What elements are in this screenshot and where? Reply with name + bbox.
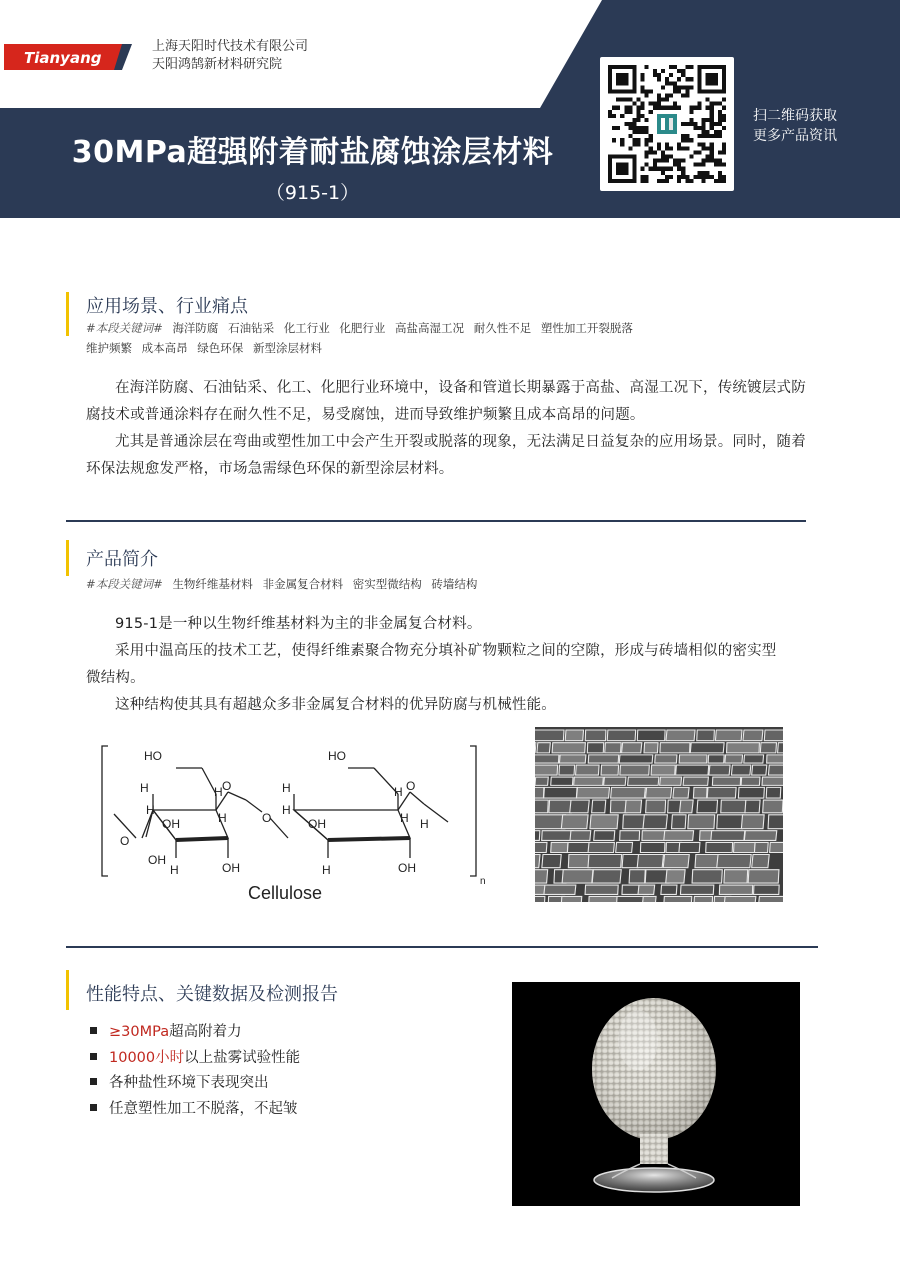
- svg-text:O: O: [406, 779, 416, 793]
- svg-text:H: H: [420, 817, 429, 831]
- feature-text: 各种盐性环境下表现突出: [109, 1075, 269, 1091]
- svg-text:O: O: [262, 811, 272, 825]
- qr-caption-line1: 扫二维码获取: [753, 108, 837, 124]
- bullet-icon: [90, 1053, 97, 1060]
- feature-text: 超高附着力: [169, 1024, 242, 1040]
- qr-code-icon: [608, 65, 726, 183]
- keywords-line1: 生物纤维基材料 非金属复合材料 密实型微结构 砖墙结构: [172, 577, 478, 591]
- bullet-icon: [90, 1104, 97, 1111]
- svg-text:OH: OH: [308, 817, 326, 831]
- company-name-line1: 上海天阳时代技术有限公司: [152, 39, 309, 54]
- keywords-line2: 维护频繁 成本高昂 绿色环保 新型涂层材料: [86, 341, 322, 355]
- application-paragraph-1: 在海洋防腐、石油钻采、化工、化肥行业环境中，设备和管道长期暴露于高盐、高湿工况下，传统镀层式防腐技术或普通涂料存在耐久性不足，易受腐蚀，进而导致维护频繁且成本高昂的问题。: [86, 380, 806, 423]
- keywords-line1: 海洋防腐 石油钻采 化工行业 化肥行业 高盐高湿工况 耐久性不足 塑性加工开裂脱落: [172, 321, 633, 335]
- feature-item: [90, 1020, 300, 1046]
- product-intro-text: [86, 611, 786, 719]
- svg-text:H: H: [394, 785, 403, 799]
- feature-item: [90, 1046, 300, 1072]
- intro-paragraph-2: 采用中温高压的技术工艺，使得纤维素聚合物充分填补矿物颗粒之间的空隙，形成与砖墙相似的密实型微结构。: [86, 643, 777, 686]
- keywords-application: [86, 318, 633, 358]
- section-title-performance: 性能特点、关键数据及检测报告: [86, 984, 338, 1005]
- cellulose-label: Cellulose: [248, 883, 323, 903]
- svg-text:O: O: [120, 834, 130, 848]
- keyword-tag: #本段关键词#: [86, 577, 163, 591]
- svg-text:H: H: [218, 811, 227, 825]
- application-text: [86, 375, 818, 483]
- svg-text:OH: OH: [222, 861, 240, 875]
- product-photo: [512, 982, 800, 1206]
- svg-text:H: H: [282, 781, 291, 795]
- section-divider: [66, 946, 818, 948]
- svg-text:OH: OH: [162, 817, 180, 831]
- qr-caption-line2: 更多产品资讯: [753, 128, 837, 144]
- svg-text:OH: OH: [398, 861, 416, 875]
- qr-code[interactable]: [600, 57, 734, 191]
- logo-text: Tianyang: [24, 49, 102, 67]
- page-title: 30MPa超强附着耐盐腐蚀涂层材料: [71, 135, 554, 170]
- qr-caption: [753, 106, 837, 146]
- svg-text:H: H: [400, 811, 409, 825]
- microstructure-image: [535, 727, 783, 902]
- feature-item: [90, 1071, 300, 1097]
- feature-highlight: ≥30MPa: [109, 1024, 170, 1040]
- svg-text:O: O: [222, 779, 232, 793]
- svg-text:H: H: [322, 863, 331, 877]
- svg-text:OH: OH: [148, 853, 166, 867]
- company-names: [152, 38, 308, 74]
- feature-text: 以上盐雾试验性能: [184, 1049, 301, 1066]
- section-title-product-intro: 产品简介: [86, 549, 158, 570]
- section-accent-bar: [66, 970, 69, 1010]
- product-code: （915-1）: [265, 182, 360, 204]
- svg-text:H: H: [214, 785, 223, 799]
- svg-text:H: H: [282, 803, 291, 817]
- application-paragraph-2: 尤其是普通涂层在弯曲或塑性加工中会产生开裂或脱落的现象，无法满足日益复杂的应用场景。同时，随着环保法规愈发严格，市场急需绿色环保的新型涂层材料。: [86, 434, 806, 477]
- section-title-application: 应用场景、行业痛点: [86, 296, 248, 317]
- bullet-icon: [90, 1027, 97, 1034]
- section-accent-bar: [66, 540, 69, 576]
- keywords-product-intro: [86, 574, 477, 594]
- company-logo: [4, 40, 132, 74]
- bullet-icon: [90, 1078, 97, 1085]
- company-name-line2: 天阳鸿鹄新材料研究院: [152, 57, 283, 72]
- feature-list: [90, 1020, 300, 1122]
- svg-text:HO: HO: [144, 749, 162, 763]
- feature-highlight: 10000小时: [109, 1049, 185, 1066]
- svg-text:n: n: [480, 876, 486, 887]
- section-accent-bar: [66, 292, 69, 336]
- feature-text: 任意塑性加工不脱落，不起皱: [109, 1100, 298, 1117]
- intro-paragraph-3: 这种结构使其具有超越众多非金属复合材料的优异防腐与机械性能。: [115, 697, 556, 713]
- svg-text:H: H: [170, 863, 179, 877]
- section-divider: [66, 520, 806, 522]
- keyword-tag: #本段关键词#: [86, 321, 163, 335]
- svg-text:H: H: [140, 781, 149, 795]
- intro-paragraph-1: 915-1是一种以生物纤维基材料为主的非金属复合材料。: [115, 616, 482, 632]
- svg-text:H: H: [146, 803, 155, 817]
- feature-item: [90, 1097, 300, 1123]
- svg-text:HO: HO: [328, 749, 346, 763]
